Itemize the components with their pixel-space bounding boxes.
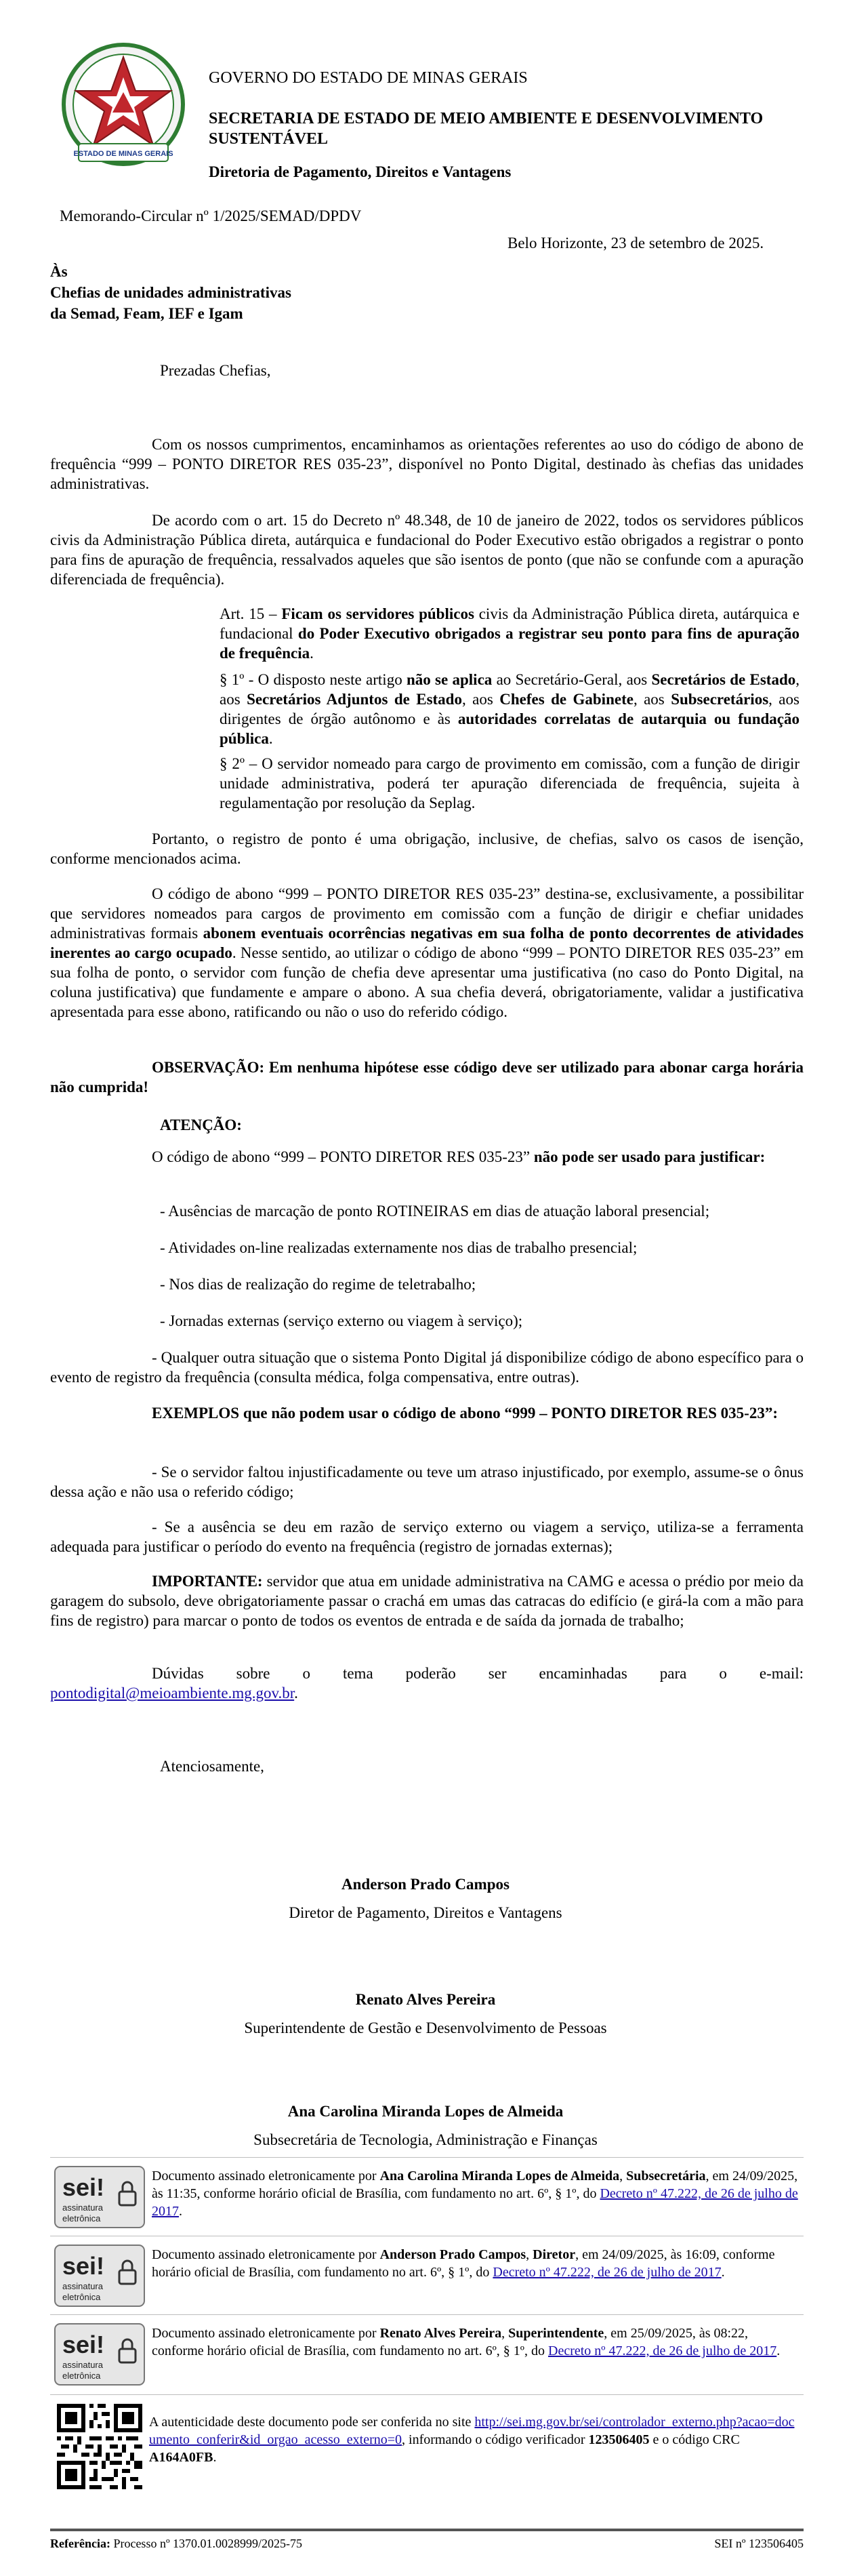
doubts-text: Dúvidas sobre o tema poderão ser encaminhadas para o e-mail: xyxy=(152,1665,804,1682)
sei-number: SEI nº 123506405 xyxy=(714,2537,804,2550)
sei-logo-text: sei! xyxy=(62,2252,105,2280)
quote-paragraph-1 xyxy=(220,670,800,748)
reference-value: Processo nº 1370.01.0028999/2025-75 xyxy=(110,2537,303,2550)
quote-bold: Secretários de Estado xyxy=(651,671,796,688)
state-seal-icon xyxy=(58,42,195,171)
verification-crc: A164A0FB xyxy=(149,2450,213,2465)
quote-text: , aos xyxy=(461,691,500,708)
list-item: - Jornadas externas (serviço externo ou viagem à serviço); xyxy=(160,1312,523,1329)
attention-text-part: O código de abono “999 – PONTO DIRETOR RES 035-23” xyxy=(152,1148,534,1165)
verification-text xyxy=(149,2413,800,2466)
paragraph-code-999 xyxy=(50,884,804,1022)
secretariat-name: SECRETARIA DE ESTADO DE MEIO AMBIENTE E DESENVOLVIMENTO SUSTENTÁVEL xyxy=(209,110,764,148)
quote-bold: Secretários Adjuntos de Estado xyxy=(247,691,462,708)
sei-signature-badge-icon xyxy=(54,2245,145,2307)
email-end: . xyxy=(294,1685,298,1702)
quote-bold: autoridades correlatas de autarquia ou fundação pública xyxy=(220,710,800,747)
esign-text: , xyxy=(501,2326,509,2341)
quote-article-15 xyxy=(220,604,800,663)
signature-block xyxy=(0,2101,851,2150)
verification-part: , informando o código verificador xyxy=(402,2432,589,2447)
paragraph-text: . Nesse sentido, ao utilizar o código de abono “999 – PONTO DIRETOR RES 035-23” em sua folha de ponto, o servidor com função de chefia deve apresentar uma justificativa (no caso do Ponto Digital, na coluna justificativa) que fundamente e ampare o abono. A sua chefia deverá, obrigatoriamente, validar a justificativa apresentada para esse abono, ratificando ou não o uso do referido código. xyxy=(50,944,804,1020)
quote-bold: do Poder Executivo obrigados a registrar seu ponto para fins de apuração de frequência xyxy=(220,625,800,662)
attention-title: ATENÇÃO: xyxy=(160,1116,242,1133)
paragraph-intro: Com os nossos cumprimentos, encaminhamos as orientações referentes ao uso do código de abono de frequência “999 – PONTO DIRETOR RES 035-23”, disponível no Ponto Digital, destinado às chefias das unidades administrativas. xyxy=(50,436,804,492)
verification-code: 123506405 xyxy=(588,2432,650,2447)
esign-text: Documento assinado eletronicamente por xyxy=(152,2247,380,2262)
reference-label: Referência: xyxy=(50,2537,110,2550)
signatory-name: Anderson Prado Campos xyxy=(341,1876,510,1893)
example-item: - Se o servidor faltou injustificadamente ou teve um atraso injustificado, por exemplo, assume-se o ônus dessa ação e não usa o referido código; xyxy=(50,1464,804,1500)
quote-text: ao Secretário-Geral, aos xyxy=(492,671,652,688)
esign-name: Ana Carolina Miranda Lopes de Almeida xyxy=(379,2169,620,2183)
signature-block xyxy=(0,1874,851,1923)
sei-badge-line: assinatura xyxy=(62,2202,103,2213)
government-name: GOVERNO DO ESTADO DE MINAS GERAIS xyxy=(209,69,528,87)
quote-bold: não se aplica xyxy=(406,671,493,688)
esign-text: Documento assinado eletronicamente por xyxy=(152,2326,380,2341)
divider xyxy=(50,2394,804,2395)
quote-text: civis da Administração Pública direta, autárquica e fundacional xyxy=(220,605,800,642)
esign-text: , em 24/09/2025, às 16:09, conforme horário oficial de Brasília, com fundamento no art. 6º, § 1º, do xyxy=(152,2247,775,2280)
memo-number: Memorando-Circular nº 1/2025/SEMAD/DPDV xyxy=(60,207,362,224)
qr-code-icon xyxy=(57,2404,142,2489)
contact-email-link[interactable]: pontodigital@meioambiente.mg.gov.br xyxy=(50,1685,295,1702)
quote-text: , aos xyxy=(220,671,800,708)
sei-badge-line: eletrônica xyxy=(62,2371,101,2381)
e-signature-row xyxy=(50,2236,804,2315)
closing: Atenciosamente, xyxy=(160,1758,264,1775)
quote-text: . xyxy=(310,645,314,662)
esign-text: , em 25/09/2025, às 08:22, conforme horário oficial de Brasília, com fundamento no art. 6º, § 1º, do xyxy=(152,2326,749,2358)
sei-badge-line: eletrônica xyxy=(62,2292,101,2302)
esign-text: . xyxy=(776,2343,781,2358)
esign-role: Superintendente xyxy=(508,2326,604,2341)
verification-part: e o código CRC xyxy=(649,2432,740,2447)
quote-bold: Ficam os servidores públicos xyxy=(281,605,474,622)
e-signature-row xyxy=(50,2157,804,2236)
contact-email-line xyxy=(50,1683,298,1703)
important-note xyxy=(50,1571,804,1630)
signatory-name: Ana Carolina Miranda Lopes de Almeida xyxy=(287,2103,564,2120)
paragraph-decree: De acordo com o art. 15 do Decreto nº 48.348, de 10 de janeiro de 2022, todos os servidores públicos civis da Administração Pública direta, autárquica e fundacional do Poder Executivo estão obrigados a registrar o ponto para fins de apuração de frequência, ressalvados aqueles que são isentos de ponto (que não se confunde com a apuração diferenciada de frequência). xyxy=(50,512,804,588)
esign-text: , xyxy=(526,2247,533,2262)
quote-text: . xyxy=(268,730,273,747)
list-item: - Ausências de marcação de ponto ROTINEIRAS em dias de atuação laboral presencial; xyxy=(160,1203,710,1220)
quote-paragraph-2: § 2º – O servidor nomeado para cargo de provimento em comissão, com a função de dirigir unidade administrativa, poderá ter apuração diferenciada de frequência, sujeita à regulamentação por resolução da Seplag. xyxy=(220,755,800,811)
sei-logo-text: sei! xyxy=(62,2331,105,2358)
quote-text: § 1º - O disposto neste artigo xyxy=(220,671,407,688)
verification-part: A autenticidade deste documento pode ser conferida no site xyxy=(149,2415,475,2430)
sei-badge-line: eletrônica xyxy=(62,2213,101,2223)
quote-text: , aos dirigentes de órgão autônomo e às xyxy=(220,691,800,727)
recipient-line: da Semad, Feam, IEF e Igam xyxy=(50,305,243,322)
sei-logo-text: sei! xyxy=(62,2173,105,2201)
signatory-role: Diretor de Pagamento, Direitos e Vantagens xyxy=(289,1904,562,1921)
esign-text: , em 24/09/2025, às 11:35, conforme horário oficial de Brasília, com fundamento no art. 6º, § 1º, do xyxy=(152,2169,798,2201)
paragraph-obligation: Portanto, o registro de ponto é uma obrigação, inclusive, de chefias, salvo os casos de isenção, conforme mencionados acima. xyxy=(50,830,804,867)
decree-link[interactable]: Decreto nº 47.222, de 26 de julho de 2017 xyxy=(548,2343,777,2358)
verification-url-link[interactable]: http://sei.mg.gov.br/sei/controlador_externo.php?acao=documento_conferir&id_orgao_acesso_externo=0 xyxy=(149,2415,795,2447)
recipient-line: Chefias de unidades administrativas xyxy=(50,284,291,301)
recipient-line: Às xyxy=(50,263,68,280)
quote-bold: Chefes de Gabinete xyxy=(499,691,634,708)
signatory-role: Superintendente de Gestão e Desenvolvimento de Pessoas xyxy=(244,2019,607,2036)
e-signature-text xyxy=(152,2246,802,2281)
sei-badge-line: assinatura xyxy=(62,2281,103,2291)
list-item: - Qualquer outra situação que o sistema Ponto Digital já disponibilize código de abono específico para o evento de registro da frequência (consulta médica, folga compensativa, entre outras). xyxy=(50,1349,804,1386)
e-signature-text xyxy=(152,2325,802,2360)
esign-name: Anderson Prado Campos xyxy=(379,2247,526,2262)
list-item: - Atividades on-line realizadas externamente nos dias de trabalho presencial; xyxy=(160,1239,638,1256)
seal-caption: ESTADO DE MINAS GERAIS xyxy=(73,150,173,158)
directorate-name: Diretoria de Pagamento, Direitos e Vantagens xyxy=(209,163,512,180)
esign-text: Documento assinado eletronicamente por xyxy=(152,2169,380,2183)
attention-text xyxy=(50,1147,804,1167)
quote-text: Art. 15 – xyxy=(220,605,282,622)
esign-text: , xyxy=(619,2169,627,2183)
e-signature-text xyxy=(152,2167,802,2220)
document-footer xyxy=(50,2529,804,2550)
place-date: Belo Horizonte, 23 de setembro de 2025. xyxy=(507,235,764,251)
verification-part: . xyxy=(213,2450,217,2465)
decree-link[interactable]: Decreto nº 47.222, de 26 de julho de 2017 xyxy=(493,2265,722,2280)
paragraph-text: O código de abono “999 – PONTO DIRETOR RES 035-23” destina-se, exclusivamente, a possibilitar que servidores nomeados para cargos de provimento em comissão com a função de dirigir e chefiar unidades administrativas formais xyxy=(50,885,804,942)
esign-name: Renato Alves Pereira xyxy=(379,2326,502,2341)
sei-signature-badge-icon xyxy=(54,2166,145,2228)
paragraph-bold: abonem eventuais ocorrências negativas em sua folha de ponto decorrentes de atividades inerentes ao cargo ocupado xyxy=(50,925,804,961)
important-text: servidor que atua em unidade administrativa na CAMG e acessa o prédio por meio da garagem do subsolo, deve obrigatoriamente passar o crachá em umas das catracas do edifício (e girá-la com a mão para fins de registro) para marcar o ponto de todos os eventos de entrada e de saída da jornada de trabalho; xyxy=(50,1573,804,1629)
observation-note: OBSERVAÇÃO: Em nenhuma hipótese esse código deve ser utilizado para abonar carga horária não cumprida! xyxy=(50,1059,804,1095)
examples-title: EXEMPLOS que não podem usar o código de abono “999 – PONTO DIRETOR RES 035-23”: xyxy=(152,1405,778,1422)
list-item: - Nos dias de realização do regime de teletrabalho; xyxy=(160,1276,476,1293)
e-signature-row xyxy=(50,2314,804,2394)
esign-role: Diretor xyxy=(533,2247,576,2262)
greeting: Prezadas Chefias, xyxy=(160,362,271,379)
attention-bold: não pode ser usado para justificar: xyxy=(533,1148,766,1165)
decree-link[interactable]: Decreto nº 47.222, de 26 de julho de 2017 xyxy=(152,2186,798,2219)
esign-role: Subsecretária xyxy=(626,2169,706,2183)
signatory-role: Subsecretária de Tecnologia, Administração e Finanças xyxy=(253,2131,598,2148)
sei-badge-line: assinatura xyxy=(62,2360,103,2370)
process-reference xyxy=(50,2537,302,2551)
recipient-block xyxy=(50,261,291,324)
important-label: IMPORTANTE: xyxy=(152,1573,263,1590)
esign-text: . xyxy=(721,2265,725,2280)
esign-text: . xyxy=(179,2204,182,2219)
signature-block xyxy=(0,1990,851,2038)
sei-signature-badge-icon xyxy=(54,2323,145,2386)
quote-bold: Subsecretários xyxy=(671,691,769,708)
quote-text: , aos xyxy=(633,691,671,708)
example-item: - Se a ausência se deu em razão de serviço externo ou viagem a serviço, utiliza-se a ferramenta adequada para justificar o período do evento na frequência (registro de jornadas externas); xyxy=(50,1518,804,1555)
signatory-name: Renato Alves Pereira xyxy=(355,1991,496,2008)
